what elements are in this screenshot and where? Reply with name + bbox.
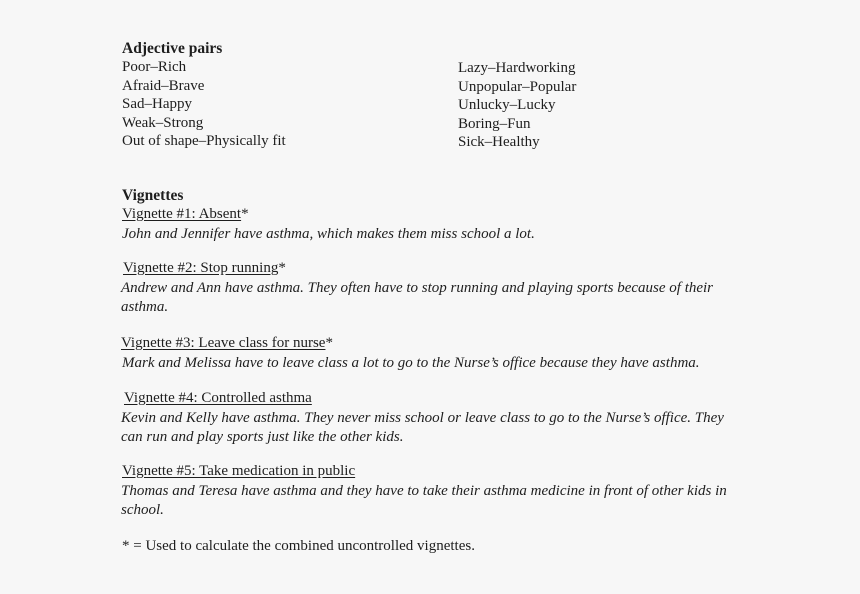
vignette-title-line — [121, 334, 751, 354]
vignette-block — [121, 205, 751, 244]
adjective-pair: Lazy–Hardworking — [458, 60, 576, 76]
adjective-pair: Unlucky–Lucky — [458, 97, 556, 114]
vignette-text: John and Jennifer have asthma, which makes them miss school a lot. — [122, 225, 535, 242]
vignette-title: Vignette #5: Take medication in public — [122, 463, 356, 479]
adjective-pair: Unpopular–Popular — [458, 78, 577, 95]
adjective-pair: Sick–Healthy — [458, 134, 540, 151]
vignette-block — [121, 462, 751, 521]
vignette-block — [121, 259, 751, 318]
vignette-block — [121, 334, 751, 373]
vignette-title-line — [121, 259, 751, 279]
vignette-marker: * — [241, 206, 249, 222]
footnote: * = Used to calculate the combined uncontrolled vignettes. — [122, 538, 475, 554]
vignette-title: Vignette #1: Absent — [122, 206, 242, 222]
adjective-pairs-right-column — [458, 59, 576, 152]
vignette-text: Kevin and Kelly have asthma. They never miss school or leave class to go to the Nurse’s office. They can run and play sports just like the other kids. — [121, 409, 724, 445]
vignette-title: Vignette #3: Leave class for nurse — [121, 335, 326, 351]
adjective-pair: Boring–Fun — [458, 115, 531, 132]
vignettes-heading: Vignettes — [122, 187, 184, 204]
vignette-text: Andrew and Ann have asthma. They often have to stop running and playing sports because of their asthma. — [121, 279, 714, 315]
vignette-title: Vignette #2: Stop running — [123, 260, 279, 276]
vignette-text: Mark and Melissa have to leave class a lot to go to the Nurse’s office because they have asthma. — [122, 354, 700, 371]
vignette-block — [121, 389, 751, 448]
vignette-title-line — [121, 462, 751, 482]
adjective-pair: Poor–Rich — [122, 59, 187, 75]
adjective-pair: Weak–Strong — [122, 114, 204, 131]
adjective-pair: Out of shape–Physically fit — [122, 133, 286, 150]
vignette-title-line — [121, 389, 751, 409]
adjective-pairs-heading: Adjective pairs — [122, 40, 223, 57]
vignette-title: Vignette #4: Controlled asthma — [124, 390, 312, 406]
vignette-title-line — [121, 205, 751, 225]
adjective-pair: Sad–Happy — [122, 96, 192, 113]
adjective-pairs-left-column — [122, 58, 286, 151]
vignette-marker: * — [325, 335, 333, 351]
adjective-pair: Afraid–Brave — [122, 77, 205, 94]
vignette-marker: * — [278, 260, 286, 276]
vignette-text: Thomas and Teresa have asthma and they have to take their asthma medicine in front of other kids in school. — [121, 482, 727, 518]
